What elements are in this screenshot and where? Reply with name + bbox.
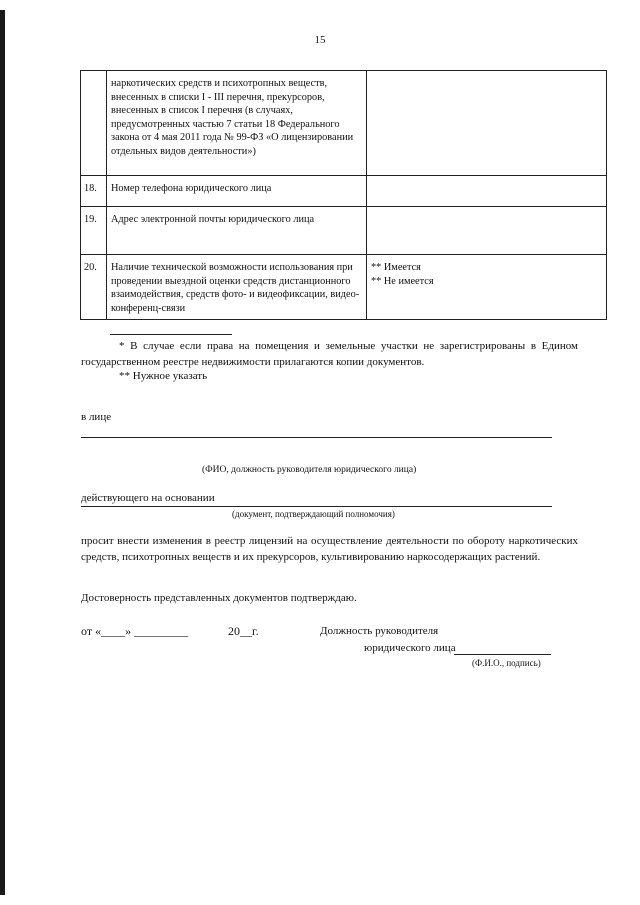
row-number: 19. xyxy=(81,207,107,255)
confirm-text: Достоверность представленных документов подтверждаю. xyxy=(81,592,357,604)
application-table xyxy=(80,70,607,320)
acting-basis-label: действующего на основании xyxy=(81,492,215,504)
position-label: Должность руководителя xyxy=(320,625,439,637)
doc-caption: (документ, подтверждающий полномочия) xyxy=(232,509,395,519)
request-paragraph: просит внести изменения в реестр лицензий на осуществление деятельности по обороту наркотических средств, психотропных веществ и их прекурсоров, культивированию наркосодержащих растений. xyxy=(81,535,578,563)
row-label: Номер телефона юридического лица xyxy=(107,176,367,207)
row-number xyxy=(81,71,107,176)
in-person-label: в лице xyxy=(81,411,112,423)
fio-caption: (ФИО, должность руководителя юридического лица) xyxy=(202,465,417,475)
row-label: наркотических средств и психотропных веществ, внесенных в списки I - III перечня, прекурсоров, внесенных в список I перечня (в случаях, предусмотренных частью 7 статьи 18 Федерального закона от 4 мая 2011 года № 99-ФЗ «О лицензировании отдельных видов деятельности») xyxy=(107,71,367,176)
fio-line[interactable] xyxy=(81,437,552,438)
row-number: 20. xyxy=(81,255,107,320)
row-value[interactable] xyxy=(367,71,607,176)
row-label: Наличие технической возможности использования при проведении выездной оценки средств дистанционного взаимодействия, средств фото- и видеофиксации, видео-конференц-связи xyxy=(107,255,367,320)
table-row xyxy=(81,207,607,255)
basis-line[interactable] xyxy=(81,506,552,507)
signature-caption: (Ф.И.О., подпись) xyxy=(472,658,541,668)
row-label: Адрес электронной почты юридического лица xyxy=(107,207,367,255)
position-label-2: юридического лица xyxy=(364,642,456,654)
row-number: 18. xyxy=(81,176,107,207)
page-number: 15 xyxy=(314,34,326,46)
availability-options xyxy=(367,255,607,320)
phone-value[interactable] xyxy=(367,176,607,207)
option-not-available[interactable]: ** Не имеется xyxy=(371,275,434,287)
option-available[interactable]: ** Имеется xyxy=(371,262,421,273)
signature-line[interactable] xyxy=(454,654,551,655)
footnote-2: ** Нужное указать xyxy=(119,370,208,382)
table-row xyxy=(81,176,607,207)
table-row xyxy=(81,255,607,320)
table-row xyxy=(81,71,607,176)
email-value[interactable] xyxy=(367,207,607,255)
date-field[interactable]: от «____» _________ xyxy=(81,624,189,638)
footnote-divider xyxy=(110,334,232,335)
footnote-1: * В случае если права на помещения и земельные участки не зарегистрированы в Едином государственном реестре недвижимости прилагаются копии документов. xyxy=(81,340,578,368)
scan-edge xyxy=(0,10,5,895)
date-year[interactable]: 20__г. xyxy=(228,624,259,638)
